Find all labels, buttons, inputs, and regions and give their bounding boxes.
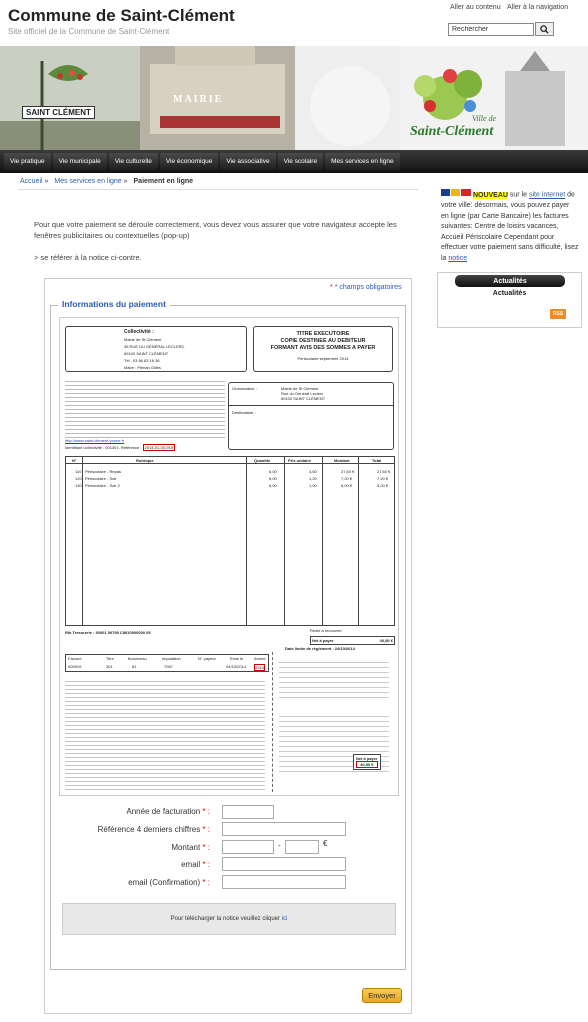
main-navigation bbox=[0, 150, 588, 173]
invoice-collectivite-box: Collectivité : Mairie de St Clément 36 RUE DU GÉNÉRAL LECLERC 89100 SAINT CLÉMENT Tél : 03 86 83 16 36 Maire : Pitman Gilles bbox=[65, 326, 247, 372]
amount-label: Montant * : bbox=[171, 843, 210, 852]
sample-invoice-image bbox=[59, 317, 399, 796]
news-widget-title: Actualités bbox=[455, 275, 565, 287]
breadcrumb-separator: » bbox=[123, 178, 128, 185]
nav-vie-associative[interactable]: Vie associative bbox=[220, 153, 275, 170]
breadcrumb-home[interactable]: Accueil bbox=[20, 178, 43, 185]
billing-year-label: Année de facturation * : bbox=[126, 807, 210, 816]
reference-label: Référence 4 derniers chiffres * : bbox=[97, 825, 210, 834]
invoice-deadline: Date limite de règlement : 24/10/2014 bbox=[285, 646, 355, 651]
invoice-instructions-text bbox=[65, 678, 265, 790]
nav-vie-pratique[interactable]: Vie pratique bbox=[4, 153, 51, 170]
amount-cents-input[interactable] bbox=[285, 840, 319, 854]
search-icon bbox=[540, 25, 549, 34]
invoice-items-table: N° Rubrique Quantité Prix unitaire Montant Total 110 Périscolaire - Repas 6,00 4,60 27,60 € 27,60 € 120 Périscolaire - Soir 6,00 1,20 7,20 € 7,20 € 130 Périscolaire - Soir 2 6,00 1,00 6,00 € 6,00 € bbox=[65, 456, 395, 626]
sidebar-announcement: NOUVEAU sur le site internet de votre ville: désormais, vous pouvez payer en ligne (par Carte Bancaire) les factures suivantes: Centre de loisirs vacances, Accueil Périscolaire Cependant pour effectuer votre paiement sans difficulté, lisez la notice bbox=[441, 189, 579, 264]
invoice-payment-stub: Net à payer 40,80 € bbox=[272, 652, 397, 792]
submit-button[interactable]: Envoyer bbox=[362, 988, 402, 1003]
reference-input[interactable] bbox=[222, 822, 346, 836]
notice-download-link[interactable]: ici bbox=[281, 916, 288, 922]
mairie-sign: MAIRIE bbox=[173, 94, 224, 105]
invoice-title-box: TITRE EXECUTOIRE COPIE DESTINEE AU DEBITEUR FORMANT AVIS DES SOMMES A PAYER Périscolaire septembre 2014 bbox=[253, 326, 393, 372]
skip-to-nav-link[interactable]: Aller à la navigation bbox=[507, 4, 569, 11]
nav-vie-municipale[interactable]: Vie municipale bbox=[53, 153, 107, 170]
search-input[interactable] bbox=[448, 23, 534, 36]
required-fields-note: * * champs obligatoires bbox=[330, 284, 402, 291]
email-confirm-input[interactable] bbox=[222, 875, 346, 889]
logo-ville-de: Ville de bbox=[472, 114, 497, 123]
town-sign: SAINT CLÉMENT bbox=[22, 106, 95, 119]
invoice-reference: Identifiant collectivité : 001301, Référence : 2014-01-00-919 bbox=[65, 445, 174, 450]
notice-download-box: Pour télécharger la notice veuillez cliquer ici bbox=[62, 903, 396, 935]
invoice-summary-table: Facture Titre Bordereau Imputation N° payeur Emis le Année 000919 301 81 7067 04/10/2014 2014 bbox=[65, 654, 269, 672]
amount-separator: - bbox=[278, 841, 281, 850]
banner-photo-collage bbox=[0, 46, 588, 150]
site-subtitle: Site officiel de la Commune de Saint-Clément bbox=[8, 27, 170, 36]
search-button[interactable] bbox=[535, 22, 554, 36]
invoice-net-to-pay: Net à payer 40,80 € bbox=[312, 638, 393, 643]
breadcrumb bbox=[20, 178, 197, 185]
amount-euros-input[interactable] bbox=[222, 840, 274, 854]
breadcrumb-services[interactable]: Mes services en ligne bbox=[54, 178, 122, 185]
breadcrumb-separator: » bbox=[44, 178, 49, 185]
billing-year-input[interactable] bbox=[222, 805, 274, 819]
site-title: Commune de Saint-Clément bbox=[8, 6, 235, 25]
invoice-legal-text bbox=[65, 378, 225, 438]
header-banner bbox=[0, 46, 588, 150]
breadcrumb-divider bbox=[18, 189, 418, 190]
breadcrumb-current: Paiement en ligne bbox=[133, 178, 194, 185]
notice-link[interactable]: notice bbox=[448, 254, 468, 262]
nav-vie-economique[interactable]: Vie économique bbox=[160, 153, 219, 170]
news-widget-heading: Actualités bbox=[492, 290, 527, 297]
fieldset-legend: Informations du paiement bbox=[58, 299, 170, 309]
popup-warning-text: Pour que votre paiement se déroule correctement, vous devez vous assurer que votre navigateur accepte les fenêtres publicitaires ou contextuelles (pop-up) bbox=[34, 220, 397, 240]
email-confirm-label: email (Confirmation) * : bbox=[128, 878, 210, 887]
nav-services-en-ligne[interactable]: Mes services en ligne bbox=[325, 153, 400, 170]
invoice-rib: Rib Tresorerie : 30001 00798 C8910000000 05 bbox=[65, 630, 151, 635]
invoice-address-box: Ordonnateur : Mairie de St Clément Rue du Général Leclerc 89100 SAINT CLÉMENT Destinataire : bbox=[228, 382, 394, 450]
email-label: email * : bbox=[181, 860, 210, 869]
currency-symbol: € bbox=[323, 839, 328, 848]
email-input[interactable] bbox=[222, 857, 346, 871]
logo-town-name: Saint-Clément bbox=[410, 124, 494, 139]
card-logos-icon bbox=[441, 189, 471, 201]
website-link[interactable]: site internet bbox=[528, 191, 566, 199]
nav-vie-scolaire[interactable]: Vie scolaire bbox=[278, 153, 323, 170]
notice-reference-text: > se référer à la notice ci-contre. bbox=[34, 253, 142, 262]
nav-vie-culturelle[interactable]: Vie culturelle bbox=[109, 153, 158, 170]
invoice-payment-link: http://www.saint-clement-yonne.fr bbox=[65, 438, 125, 443]
skip-to-content-link[interactable]: Aller au contenu bbox=[450, 4, 501, 11]
rss-icon[interactable]: RSS bbox=[550, 309, 566, 319]
invoice-reste-label: Reste à recouvrer bbox=[310, 628, 342, 633]
